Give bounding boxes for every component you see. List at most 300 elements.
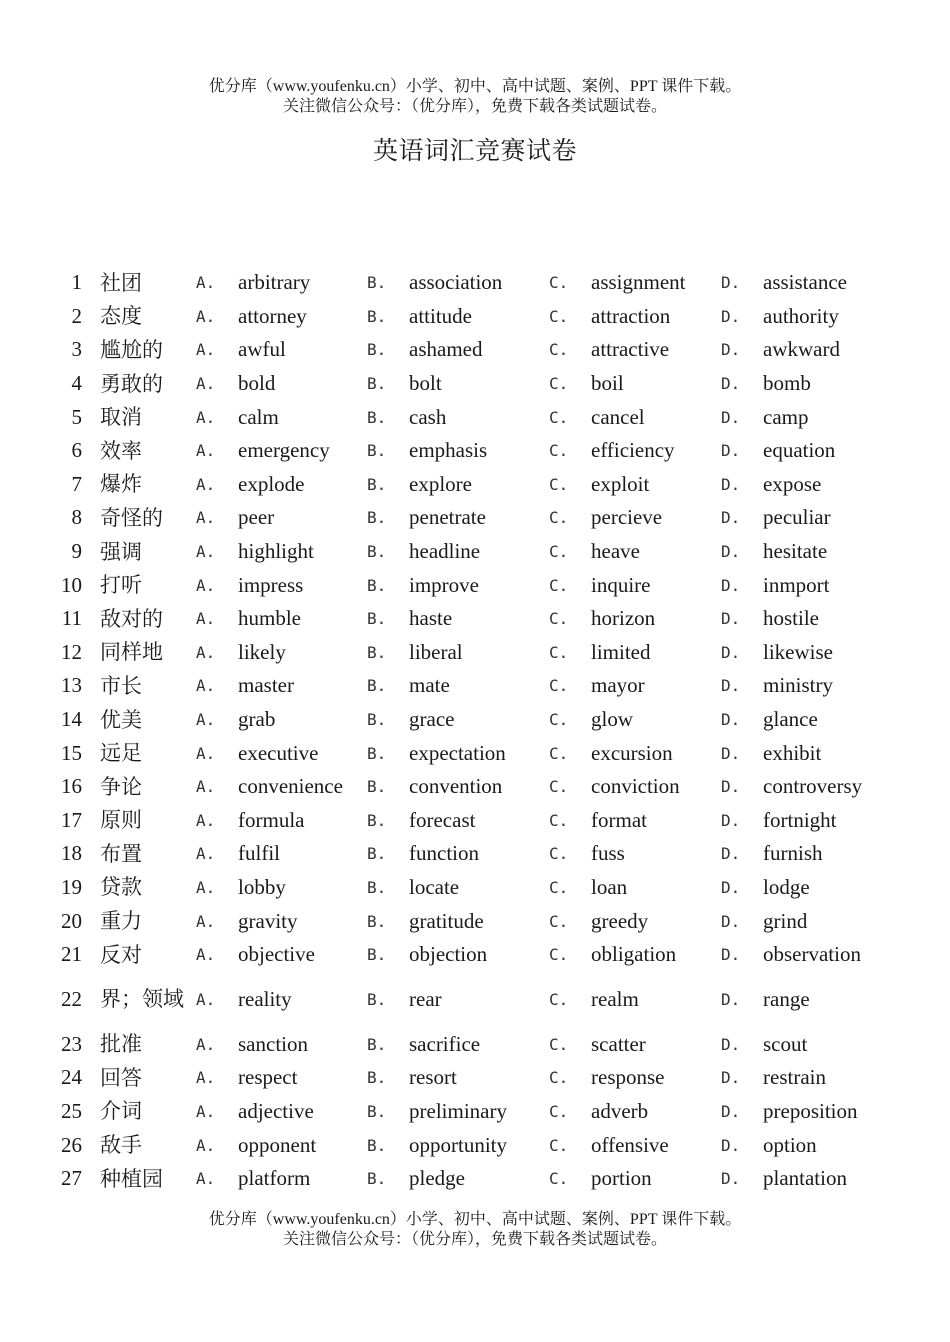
option-word: emphasis xyxy=(409,438,488,463)
chinese-meaning: 原则 xyxy=(100,808,142,833)
option-word: platform xyxy=(238,1166,311,1191)
question-number: 10 xyxy=(61,572,82,597)
option-word: format xyxy=(591,807,647,832)
chinese-meaning: 敌对的 xyxy=(100,606,163,631)
option-letter: A. xyxy=(196,676,216,696)
option-letter: D. xyxy=(721,575,741,595)
option-word: scout xyxy=(763,1031,808,1056)
chinese-meaning: 贷款 xyxy=(100,875,142,900)
option-word: peer xyxy=(238,505,275,530)
option-letter: A. xyxy=(196,441,216,461)
option-word: sanction xyxy=(238,1031,308,1056)
chinese-meaning: 界；领域 xyxy=(100,987,184,1012)
option-letter: B. xyxy=(367,642,387,662)
question-number: 1 xyxy=(71,270,82,295)
option-letter: D. xyxy=(721,743,741,763)
page-header xyxy=(0,77,950,117)
option-word: function xyxy=(409,841,479,866)
option-letter: C. xyxy=(549,777,569,797)
chinese-meaning: 奇怪的 xyxy=(100,505,163,530)
question-row xyxy=(52,1027,913,1061)
option-word: bolt xyxy=(409,371,442,396)
option-word: plantation xyxy=(763,1166,847,1191)
option-letter: B. xyxy=(367,945,387,965)
option-letter: D. xyxy=(721,1169,741,1189)
chinese-meaning: 远足 xyxy=(100,741,142,766)
question-row xyxy=(52,703,913,737)
chinese-meaning: 反对 xyxy=(100,942,142,967)
option-word: exhibit xyxy=(763,740,822,765)
option-word: opponent xyxy=(238,1132,317,1157)
option-letter: A. xyxy=(196,810,216,830)
option-letter: B. xyxy=(367,989,387,1009)
option-word: headline xyxy=(409,539,481,564)
option-word: heave xyxy=(591,539,640,564)
option-letter: B. xyxy=(367,1101,387,1121)
option-letter: D. xyxy=(721,407,741,427)
option-word: fortnight xyxy=(763,807,837,832)
chinese-meaning: 批准 xyxy=(100,1032,142,1057)
option-word: fuss xyxy=(591,841,625,866)
option-word: excursion xyxy=(591,740,673,765)
option-letter: A. xyxy=(196,374,216,394)
option-letter: B. xyxy=(367,508,387,528)
question-number: 23 xyxy=(61,1031,82,1056)
question-row xyxy=(52,1095,913,1129)
option-word: respect xyxy=(238,1065,298,1090)
question-row xyxy=(52,938,913,972)
option-word: cancel xyxy=(591,404,645,429)
option-word: penetrate xyxy=(409,505,486,530)
option-word: haste xyxy=(409,606,453,631)
question-number: 8 xyxy=(71,505,82,530)
chinese-meaning: 同样地 xyxy=(100,640,163,665)
question-number: 9 xyxy=(71,539,82,564)
option-letter: C. xyxy=(549,989,569,1009)
option-word: liberal xyxy=(409,639,463,664)
question-number: 22 xyxy=(61,986,82,1011)
option-word: humble xyxy=(238,606,301,631)
chinese-meaning: 效率 xyxy=(100,438,142,463)
chinese-meaning: 优美 xyxy=(100,707,142,732)
option-word: likewise xyxy=(763,639,833,664)
option-word: expose xyxy=(763,471,822,496)
question-row xyxy=(52,434,913,468)
question-row xyxy=(52,837,913,871)
chinese-meaning: 打听 xyxy=(100,573,142,598)
option-letter: D. xyxy=(721,1068,741,1088)
question-row xyxy=(52,333,913,367)
option-letter: A. xyxy=(196,989,216,1009)
option-word: furnish xyxy=(763,841,823,866)
option-letter: C. xyxy=(549,407,569,427)
option-letter: A. xyxy=(196,1135,216,1155)
option-letter: C. xyxy=(549,743,569,763)
option-letter: D. xyxy=(721,1135,741,1155)
question-number: 16 xyxy=(61,774,82,799)
option-letter: C. xyxy=(549,1034,569,1054)
option-word: objection xyxy=(409,942,488,967)
vocabulary-table xyxy=(52,266,913,1195)
option-letter: B. xyxy=(367,1034,387,1054)
question-number: 24 xyxy=(61,1065,82,1090)
option-word: resort xyxy=(409,1065,457,1090)
option-word: grace xyxy=(409,707,455,732)
question-number: 3 xyxy=(71,337,82,362)
option-letter: C. xyxy=(549,1135,569,1155)
option-letter: C. xyxy=(549,710,569,730)
option-word: efficiency xyxy=(591,438,675,463)
option-word: limited xyxy=(591,639,651,664)
option-word: grind xyxy=(763,908,808,933)
option-word: ministry xyxy=(763,673,834,698)
option-word: pledge xyxy=(409,1166,465,1191)
option-word: calm xyxy=(238,404,279,429)
option-letter: D. xyxy=(721,676,741,696)
option-letter: C. xyxy=(549,945,569,965)
option-word: boil xyxy=(591,371,624,396)
option-letter: C. xyxy=(549,1068,569,1088)
option-word: hostile xyxy=(763,606,819,631)
option-word: convenience xyxy=(238,774,343,799)
question-number: 7 xyxy=(71,471,82,496)
option-letter: D. xyxy=(721,474,741,494)
option-word: bold xyxy=(238,371,276,396)
option-letter: A. xyxy=(196,575,216,595)
option-letter: C. xyxy=(549,844,569,864)
option-letter: D. xyxy=(721,374,741,394)
question-number: 11 xyxy=(61,606,82,631)
option-word: restrain xyxy=(763,1065,826,1090)
chinese-meaning: 强调 xyxy=(100,539,142,564)
option-letter: B. xyxy=(367,542,387,562)
option-letter: B. xyxy=(367,777,387,797)
option-letter: B. xyxy=(367,1068,387,1088)
chinese-meaning: 争论 xyxy=(100,774,142,799)
option-letter: B. xyxy=(367,306,387,326)
option-letter: D. xyxy=(721,810,741,830)
option-word: percieve xyxy=(591,505,663,530)
option-letter: D. xyxy=(721,508,741,528)
option-word: attorney xyxy=(238,303,307,328)
option-letter: C. xyxy=(549,575,569,595)
option-letter: C. xyxy=(549,340,569,360)
option-letter: A. xyxy=(196,945,216,965)
option-word: conviction xyxy=(591,774,680,799)
option-word: peculiar xyxy=(763,505,831,530)
option-word: glow xyxy=(591,707,633,732)
option-letter: C. xyxy=(549,1169,569,1189)
vocabulary-table-body xyxy=(52,266,913,1195)
option-letter: D. xyxy=(721,1034,741,1054)
question-row xyxy=(52,636,913,670)
option-word: emergency xyxy=(238,438,330,463)
option-word: glance xyxy=(763,707,818,732)
question-row xyxy=(52,400,913,434)
question-number: 21 xyxy=(61,942,82,967)
chinese-meaning: 勇敢的 xyxy=(100,371,163,396)
option-word: greedy xyxy=(591,908,649,933)
option-letter: B. xyxy=(367,407,387,427)
question-row xyxy=(52,669,913,703)
option-letter: B. xyxy=(367,710,387,730)
option-word: explode xyxy=(238,471,305,496)
option-letter: C. xyxy=(549,306,569,326)
option-letter: A. xyxy=(196,1068,216,1088)
question-row xyxy=(52,804,913,838)
option-word: adverb xyxy=(591,1098,649,1123)
question-number: 20 xyxy=(61,908,82,933)
question-row xyxy=(52,300,913,334)
option-word: bomb xyxy=(763,371,811,396)
option-letter: C. xyxy=(549,508,569,528)
option-word: lodge xyxy=(763,874,810,899)
question-number: 13 xyxy=(61,673,82,698)
chinese-meaning: 敌手 xyxy=(100,1133,142,1158)
option-word: awkward xyxy=(763,337,840,362)
option-letter: D. xyxy=(721,441,741,461)
option-word: adjective xyxy=(238,1098,314,1123)
footer-line-2: 关注微信公众号：（优分库），免费下载各类试题试卷。 xyxy=(282,1231,667,1248)
option-letter: A. xyxy=(196,407,216,427)
option-letter: D. xyxy=(721,844,741,864)
question-number: 26 xyxy=(61,1132,82,1157)
option-letter: D. xyxy=(721,989,741,1009)
option-word: offensive xyxy=(591,1132,669,1157)
option-word: portion xyxy=(591,1166,652,1191)
question-row xyxy=(52,602,913,636)
question-number: 2 xyxy=(71,303,82,328)
option-word: executive xyxy=(238,740,319,765)
page-footer xyxy=(0,1210,950,1250)
option-letter: C. xyxy=(549,542,569,562)
option-letter: C. xyxy=(549,374,569,394)
option-word: forecast xyxy=(409,807,476,832)
option-letter: B. xyxy=(367,1169,387,1189)
option-letter: B. xyxy=(367,810,387,830)
option-word: formula xyxy=(238,807,305,832)
option-word: opportunity xyxy=(409,1132,507,1157)
option-word: fulfil xyxy=(238,841,280,866)
option-word: exploit xyxy=(591,471,650,496)
option-letter: B. xyxy=(367,911,387,931)
option-word: preliminary xyxy=(409,1098,507,1123)
option-word: sacrifice xyxy=(409,1031,481,1056)
option-letter: A. xyxy=(196,508,216,528)
option-word: association xyxy=(409,270,503,295)
option-word: inquire xyxy=(591,572,651,597)
option-word: observation xyxy=(763,942,861,967)
question-number: 12 xyxy=(61,639,82,664)
option-word: mate xyxy=(409,673,450,698)
chinese-meaning: 社团 xyxy=(100,270,142,295)
option-word: assistance xyxy=(763,270,847,295)
option-word: range xyxy=(763,986,810,1011)
question-row xyxy=(52,367,913,401)
question-number: 25 xyxy=(61,1098,82,1123)
option-letter: D. xyxy=(721,340,741,360)
option-word: authority xyxy=(763,303,839,328)
header-line-2: 关注微信公众号：（优分库），免费下载各类试题试卷。 xyxy=(282,98,667,115)
option-word: realm xyxy=(591,986,639,1011)
chinese-meaning: 尴尬的 xyxy=(100,337,163,362)
option-letter: D. xyxy=(721,911,741,931)
option-letter: A. xyxy=(196,609,216,629)
option-word: hesitate xyxy=(763,539,828,564)
option-letter: A. xyxy=(196,1034,216,1054)
question-number: 18 xyxy=(61,841,82,866)
option-letter: B. xyxy=(367,273,387,293)
option-word: master xyxy=(238,673,294,698)
question-row xyxy=(52,904,913,938)
question-number: 27 xyxy=(61,1166,82,1191)
option-letter: B. xyxy=(367,743,387,763)
question-number: 19 xyxy=(61,874,82,899)
option-letter: C. xyxy=(549,474,569,494)
option-word: assignment xyxy=(591,270,686,295)
chinese-meaning: 态度 xyxy=(100,304,142,329)
chinese-meaning: 介词 xyxy=(100,1099,142,1124)
question-row xyxy=(52,1162,913,1196)
option-letter: C. xyxy=(549,642,569,662)
option-word: ashamed xyxy=(409,337,483,362)
question-number: 5 xyxy=(71,404,82,429)
option-letter: B. xyxy=(367,575,387,595)
chinese-meaning: 市长 xyxy=(100,673,142,698)
question-number: 15 xyxy=(61,740,82,765)
option-letter: D. xyxy=(721,273,741,293)
chinese-meaning: 重力 xyxy=(100,909,142,934)
option-letter: C. xyxy=(549,676,569,696)
option-word: lobby xyxy=(238,874,286,899)
option-word: obligation xyxy=(591,942,677,967)
option-word: likely xyxy=(238,639,286,664)
option-word: highlight xyxy=(238,539,314,564)
option-letter: D. xyxy=(721,306,741,326)
chinese-meaning: 种植园 xyxy=(100,1166,163,1191)
option-letter: C. xyxy=(549,441,569,461)
option-letter: A. xyxy=(196,1169,216,1189)
question-row xyxy=(52,266,913,300)
chinese-meaning: 回答 xyxy=(100,1065,142,1090)
option-letter: D. xyxy=(721,877,741,897)
option-word: objective xyxy=(238,942,315,967)
question-row xyxy=(52,871,913,905)
option-letter: A. xyxy=(196,1101,216,1121)
option-letter: A. xyxy=(196,911,216,931)
option-word: scatter xyxy=(591,1031,646,1056)
option-word: awful xyxy=(238,337,286,362)
option-letter: A. xyxy=(196,777,216,797)
question-number: 17 xyxy=(61,807,82,832)
option-letter: C. xyxy=(549,609,569,629)
option-word: convention xyxy=(409,774,503,799)
option-word: gravity xyxy=(238,908,298,933)
option-letter: C. xyxy=(549,810,569,830)
option-letter: A. xyxy=(196,710,216,730)
option-word: attraction xyxy=(591,303,671,328)
option-letter: D. xyxy=(721,1101,741,1121)
question-row xyxy=(52,501,913,535)
option-letter: B. xyxy=(367,877,387,897)
question-row xyxy=(52,971,913,1027)
option-word: equation xyxy=(763,438,836,463)
question-number: 4 xyxy=(71,371,82,396)
option-word: grab xyxy=(238,707,276,732)
question-number: 6 xyxy=(71,438,82,463)
option-letter: A. xyxy=(196,642,216,662)
option-letter: B. xyxy=(367,340,387,360)
question-row xyxy=(52,770,913,804)
option-word: locate xyxy=(409,874,460,899)
option-letter: A. xyxy=(196,340,216,360)
option-letter: C. xyxy=(549,1101,569,1121)
option-word: response xyxy=(591,1065,665,1090)
option-word: horizon xyxy=(591,606,656,631)
option-word: inmport xyxy=(763,572,830,597)
option-word: explore xyxy=(409,471,472,496)
option-word: mayor xyxy=(591,673,645,698)
option-word: improve xyxy=(409,572,479,597)
option-letter: A. xyxy=(196,743,216,763)
option-letter: D. xyxy=(721,777,741,797)
option-letter: A. xyxy=(196,273,216,293)
chinese-meaning: 爆炸 xyxy=(100,472,142,497)
question-row xyxy=(52,568,913,602)
option-letter: A. xyxy=(196,306,216,326)
question-row xyxy=(52,535,913,569)
option-letter: D. xyxy=(721,542,741,562)
option-letter: C. xyxy=(549,911,569,931)
option-word: reality xyxy=(238,986,292,1011)
option-word: expectation xyxy=(409,740,506,765)
option-letter: B. xyxy=(367,609,387,629)
option-letter: A. xyxy=(196,844,216,864)
option-word: camp xyxy=(763,404,809,429)
question-row xyxy=(52,736,913,770)
option-letter: B. xyxy=(367,844,387,864)
option-letter: B. xyxy=(367,676,387,696)
option-letter: D. xyxy=(721,609,741,629)
option-word: attitude xyxy=(409,303,472,328)
chinese-meaning: 布置 xyxy=(100,841,142,866)
option-letter: B. xyxy=(367,1135,387,1155)
question-row xyxy=(52,1061,913,1095)
option-letter: D. xyxy=(721,642,741,662)
option-letter: B. xyxy=(367,441,387,461)
option-word: attractive xyxy=(591,337,670,362)
option-word: impress xyxy=(238,572,304,597)
question-row xyxy=(52,1128,913,1162)
page-title: 英语词汇竞赛试卷 xyxy=(372,138,577,165)
option-letter: D. xyxy=(721,710,741,730)
header-line-1: 优分库（www.youfenku.cn）小学、初中、高中试题、案例、PPT 课件下载。 xyxy=(208,78,742,95)
chinese-meaning: 取消 xyxy=(100,405,142,430)
option-word: rear xyxy=(409,986,442,1011)
footer-line-1: 优分库（www.youfenku.cn）小学、初中、高中试题、案例、PPT 课件下载。 xyxy=(208,1211,742,1228)
option-word: arbitrary xyxy=(238,270,311,295)
option-word: preposition xyxy=(763,1098,858,1123)
option-letter: B. xyxy=(367,474,387,494)
option-word: cash xyxy=(409,404,447,429)
option-letter: A. xyxy=(196,542,216,562)
option-letter: C. xyxy=(549,273,569,293)
option-word: loan xyxy=(591,874,628,899)
question-row xyxy=(52,468,913,502)
option-letter: B. xyxy=(367,374,387,394)
option-letter: A. xyxy=(196,877,216,897)
option-word: option xyxy=(763,1132,817,1157)
